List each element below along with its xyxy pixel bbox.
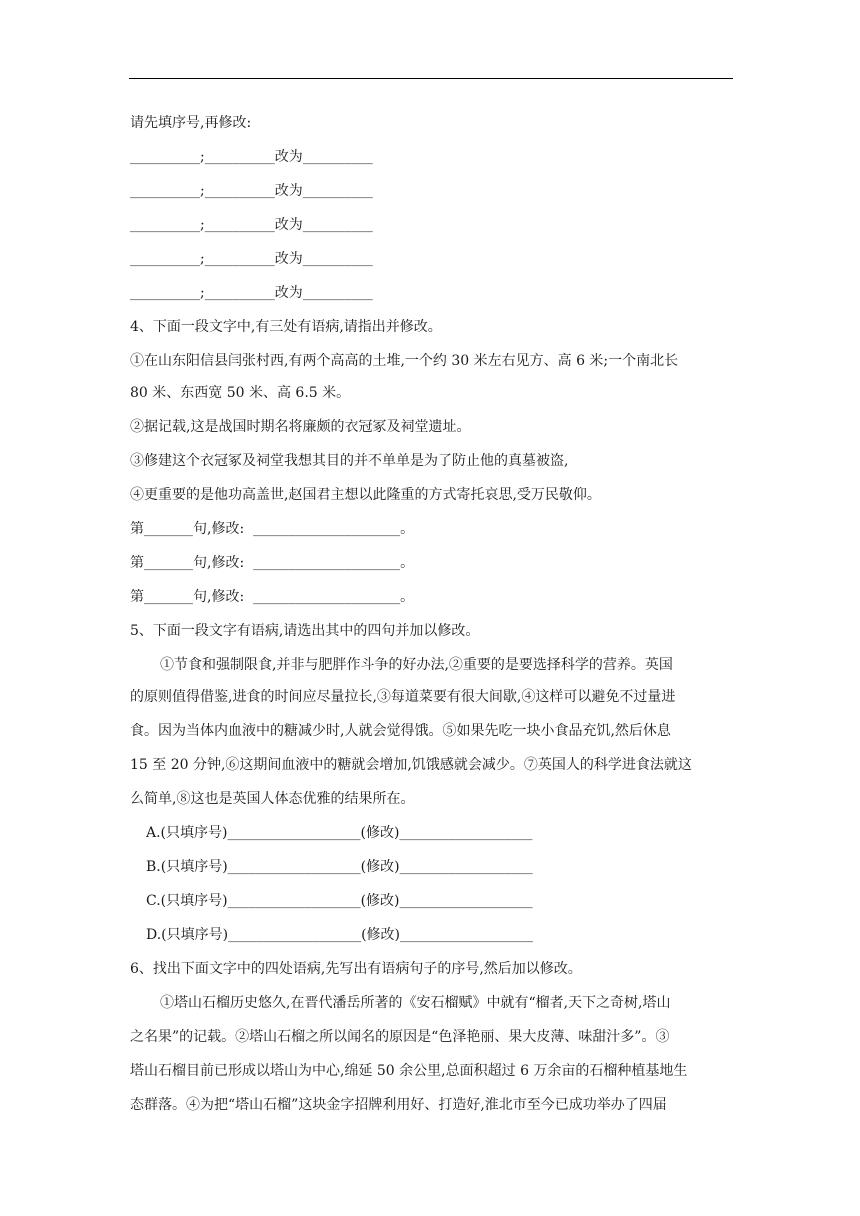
question-5-text-line: 食。因为当体内血液中的糖减少时,人就会觉得饿。⑤如果先吃一块小食品充饥,然后休息 (130, 723, 671, 739)
question-5-text-line: ①节食和强制限食,并非与肥胖作斗争的好办法,②重要的是要选择科学的营养。英国 (160, 657, 673, 673)
question-6-text-line: 之名果”的记载。②塔山石榴之所以闻名的原因是“色泽艳丽、果大皮薄、味甜汁多”。③ (130, 1029, 670, 1045)
question-6-title: 6、找出下面文字中的四处语病,先写出有语病句子的序号,然后加以修改。 (130, 961, 582, 977)
answer-blank-line: __________;__________改为__________ (130, 183, 373, 199)
answer-blank-line: __________;__________改为__________ (130, 251, 373, 267)
question-5-option-c: C.(只填序号)___________________(修改)___________________ (146, 893, 533, 909)
question-4-answer-line: 第_______句,修改: _____________________。 (130, 555, 415, 571)
question-5-option-d: D.(只填序号)___________________(修改)___________________ (146, 927, 534, 943)
question-6-text-line: 态群落。④为把“塔山石榴”这块金字招牌利用好、打造好,淮北市至今已成功举办了四届 (130, 1097, 667, 1113)
question-6-text-line: ①塔山石榴历史悠久,在晋代潘岳所著的《安石榴赋》中就有“榴者,天下之奇树,塔山 (160, 995, 671, 1011)
question-5-title: 5、下面一段文字有语病,请选出其中的四句并加以修改。 (130, 623, 480, 639)
question-4-answer-line: 第_______句,修改: _____________________。 (130, 521, 415, 537)
question-4-text-line: ④更重要的是他功高盖世,赵国君主想以此隆重的方式寄托哀思,受万民敬仰。 (130, 487, 601, 503)
header-rule (129, 78, 733, 79)
question-4-text-line: 80 米、东西宽 50 米、高 6.5 米。 (130, 385, 351, 401)
question-4-text-line: ②据记载,这是战国时期名将廉颇的衣冠冢及祠堂遗址。 (130, 419, 471, 435)
question-5-option-b: B.(只填序号)___________________(修改)___________________ (146, 859, 533, 875)
question-4-title: 4、下面一段文字中,有三处有语病,请指出并修改。 (130, 319, 442, 335)
answer-blank-line: __________;__________改为__________ (130, 285, 373, 301)
question-4-answer-line: 第_______句,修改: _____________________。 (130, 589, 415, 605)
question-4-text-line: ③修建这个衣冠冢及祠堂我想其目的并不单单是为了防止他的真墓被盗, (130, 453, 569, 469)
question-6-text-line: 塔山石榴目前已形成以塔山为中心,绵延 50 余公里,总面积超过 6 万余亩的石榴种植基地生 (130, 1063, 688, 1079)
question-4-text-line: ①在山东阳信县闫张村西,有两个高高的土堆,一个约 30 米左右见方、高 6 米;一个南北长 (130, 353, 679, 369)
question-5-text-line: 么简单,⑧这也是英国人体态优雅的结果所在。 (130, 791, 415, 807)
question-5-text-line: 的原则值得借鉴,进食的时间应尽量拉长,③每道菜要有很大间歇,④这样可以避免不过量进 (130, 689, 676, 705)
answer-blank-line: __________;__________改为__________ (130, 217, 373, 233)
answer-blank-line: __________;__________改为__________ (130, 149, 373, 165)
instruction-text: 请先填序号,再修改: (130, 115, 252, 131)
question-5-text-line: 15 至 20 分钟,⑥这期间血液中的糖就会增加,饥饿感就会减少。⑦英国人的科学进食法就这 (130, 757, 692, 773)
question-5-option-a: A.(只填序号)___________________(修改)___________________ (146, 825, 533, 841)
